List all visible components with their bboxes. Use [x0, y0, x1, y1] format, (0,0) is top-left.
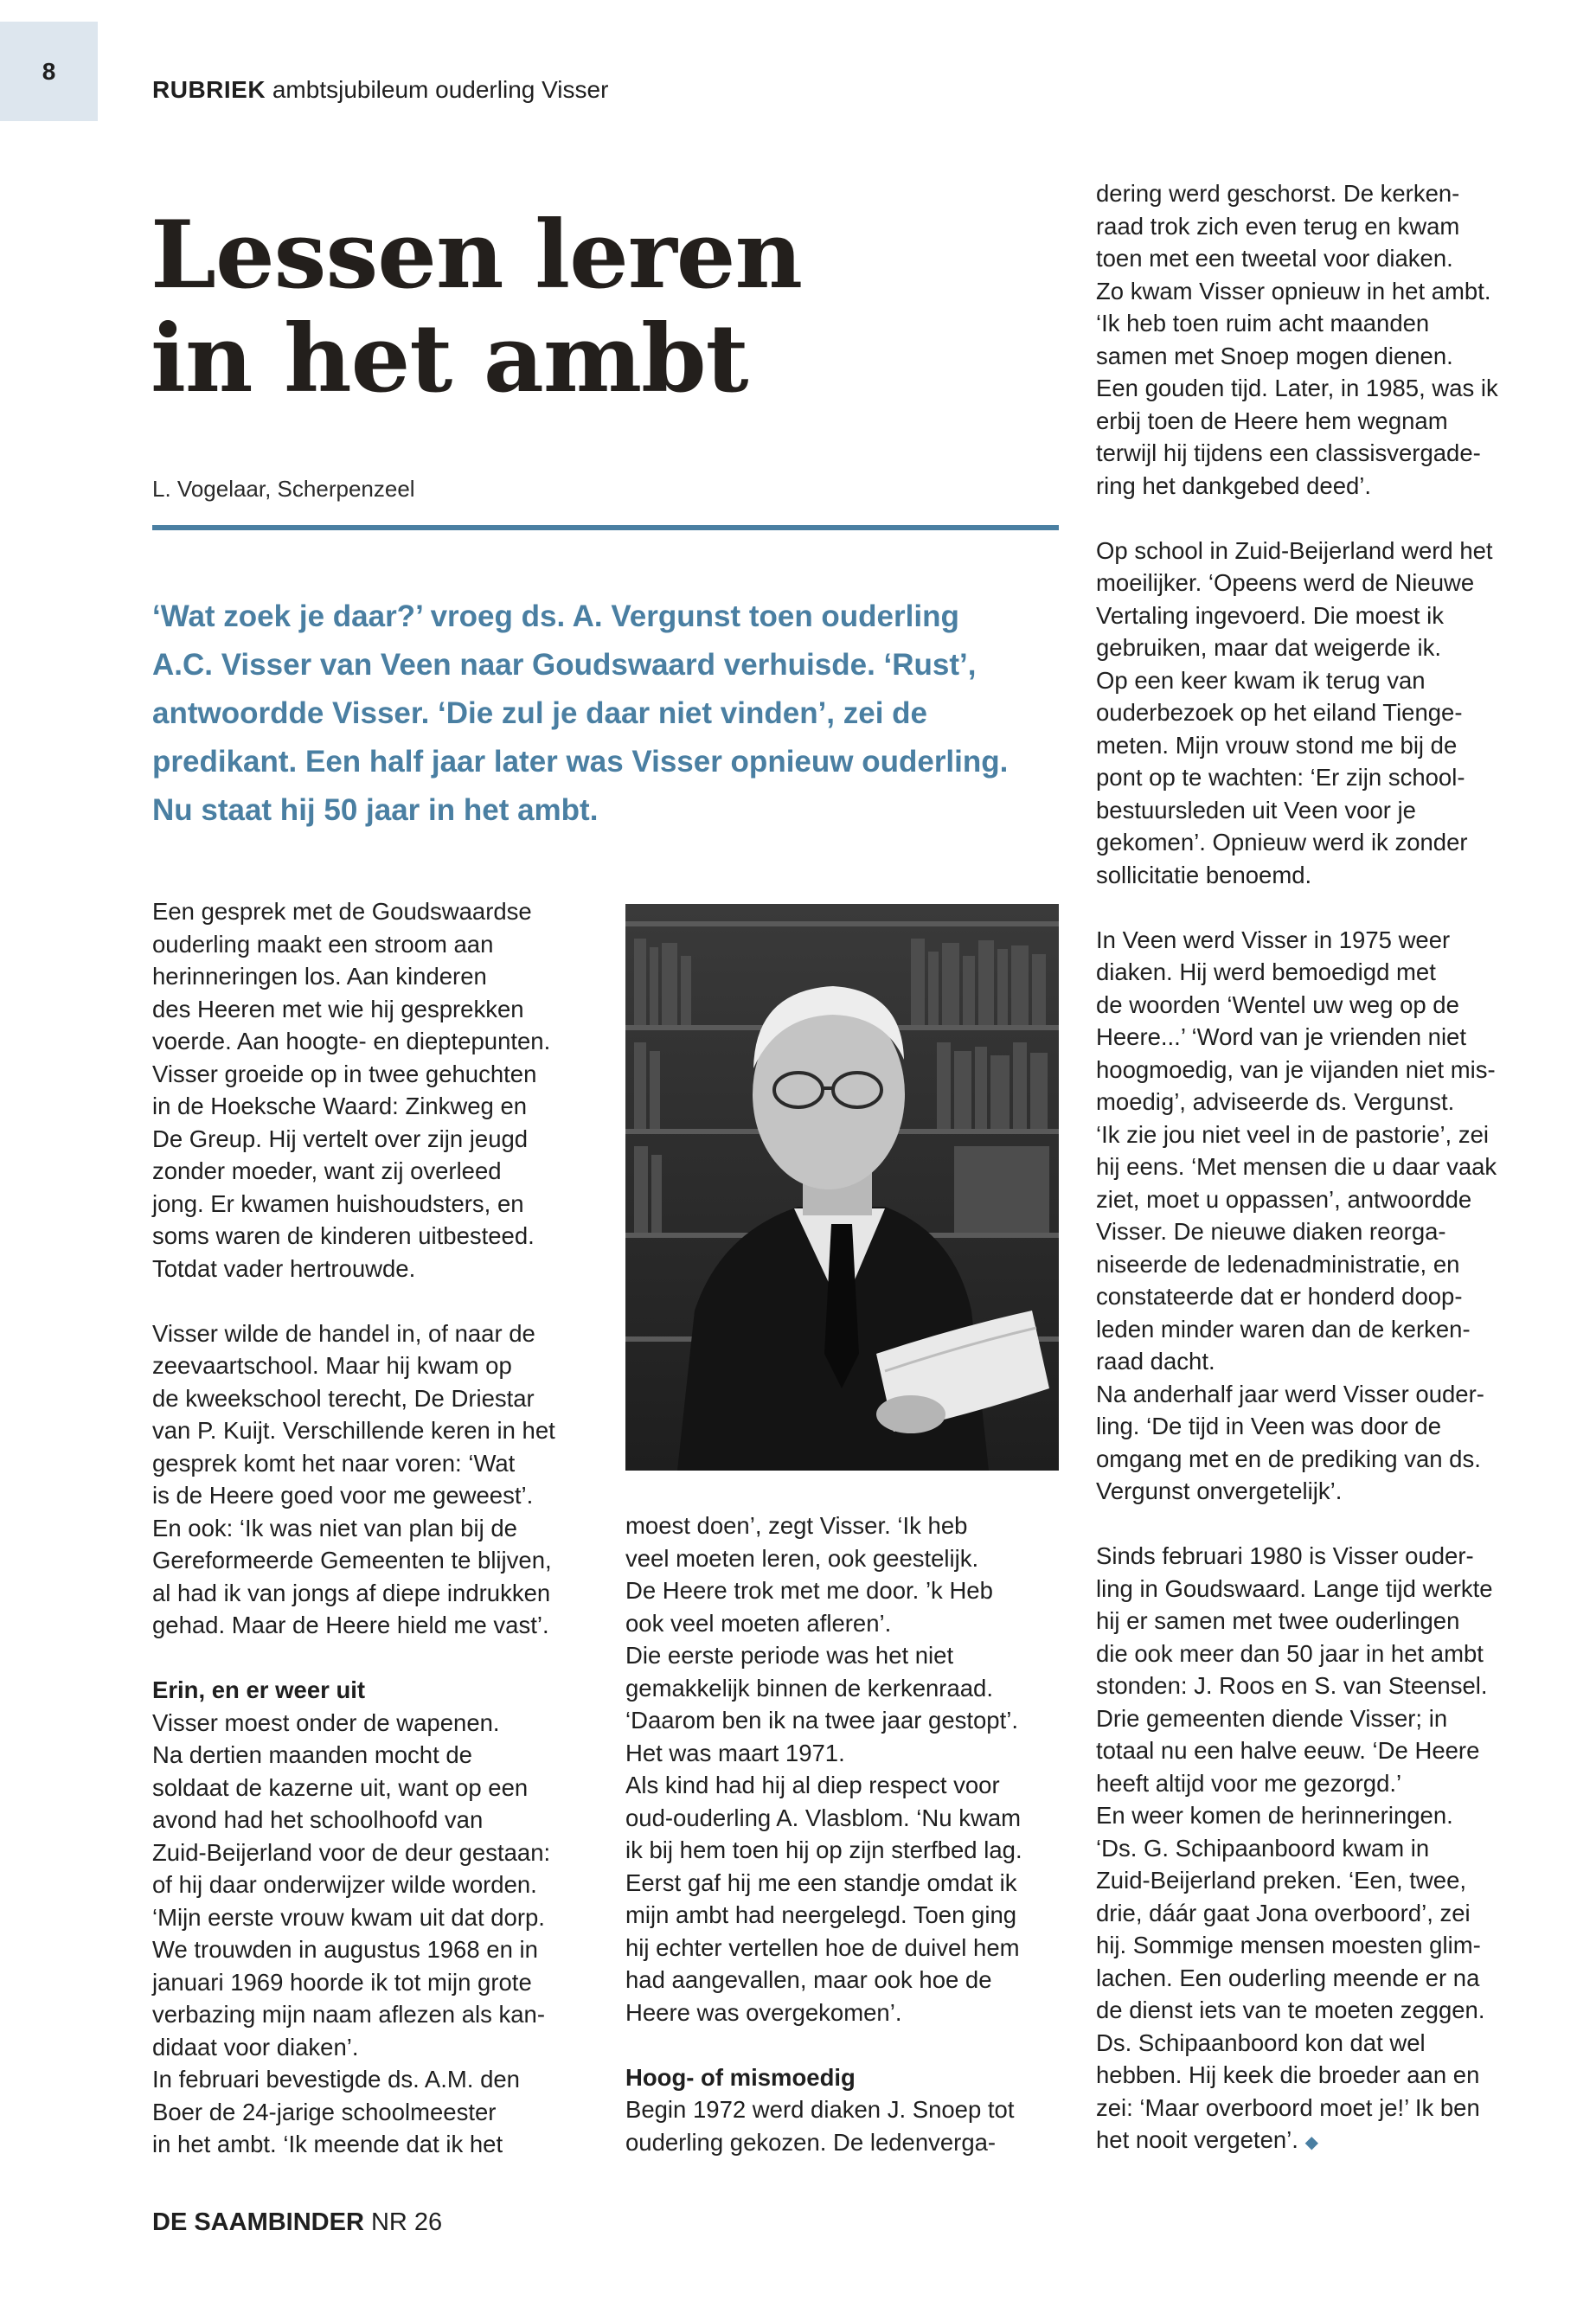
- text-line: moest doen’, zegt Visser. ‘Ik heb: [625, 1512, 968, 1539]
- text-line: bestuursleden uit Veen voor je: [1096, 796, 1416, 824]
- text-line: didaat voor diaken’.: [152, 2033, 359, 2061]
- text-line: hij eens. ‘Met mensen die u daar vaak: [1096, 1153, 1497, 1180]
- text-line: is de Heere goed voor me geweest’.: [152, 1482, 534, 1509]
- paragraph-gap: [1096, 1508, 1554, 1541]
- text-line: Eerst gaf hij me een standje omdat ik: [625, 1868, 1017, 1896]
- text-line: Vertaling ingevoerd. Die moest ik: [1096, 601, 1445, 629]
- text-line: hij er samen met twee ouderlingen: [1096, 1607, 1460, 1634]
- text-line: ‘Ik zie jou niet veel in de pastorie’, zei: [1096, 1120, 1489, 1148]
- text-line: of hij daar onderwijzer wilde worden.: [152, 1871, 537, 1898]
- text-line: heeft altijd voor me gezorgd.’: [1096, 1769, 1402, 1797]
- text-line: Totdat vader hertrouwde.: [152, 1254, 416, 1282]
- text-line: dering werd geschorst. De kerken-: [1096, 180, 1460, 207]
- text-line: het nooit vergeten’. ◆: [1096, 2126, 1318, 2153]
- text-line: die ook meer dan 50 jaar in het ambt: [1096, 1639, 1484, 1667]
- text-line: Een gouden tijd. Later, in 1985, was ik: [1096, 375, 1498, 401]
- text-line: Visser. De nieuwe diaken reorga-: [1096, 1218, 1446, 1245]
- text-line: hoogmoedig, van je vijanden niet mis-: [1096, 1055, 1496, 1083]
- page-number: 8: [42, 57, 56, 85]
- text-line: Heere...’ ‘Word van je vrienden niet: [1096, 1023, 1466, 1050]
- text-line: gekomen’. Opnieuw werd ik zonder: [1096, 829, 1468, 856]
- subheading: Erin, en er weer uit: [152, 1676, 366, 1703]
- text-line: In Veen werd Visser in 1975 weer: [1096, 926, 1451, 953]
- text-line: sollicitatie benoemd.: [1096, 861, 1312, 888]
- text-line: veel moeten leren, ook geestelijk.: [625, 1544, 979, 1572]
- paragraph-gap: [1096, 502, 1554, 535]
- text-line: omgang met en de prediking van ds.: [1096, 1445, 1481, 1472]
- text-line: ziet, moet u oppassen’, antwoordde: [1096, 1185, 1472, 1213]
- text-line: zeevaartschool. Maar hij kwam op: [152, 1352, 512, 1379]
- page-number-tab: [0, 22, 98, 121]
- title-line: in het ambt: [151, 304, 748, 413]
- text-line: zei: ‘Maar overboord moet je!’ Ik ben: [1096, 2093, 1480, 2121]
- text-line: ‘Ds. G. Schipaanboord kwam in: [1096, 1834, 1430, 1862]
- paragraph-gap: [152, 1285, 611, 1317]
- issue-number: NR 26: [370, 2208, 443, 2236]
- text-line: samen met Snoep mogen dienen.: [1096, 342, 1453, 369]
- text-line: Na dertien maanden mocht de: [152, 1741, 472, 1768]
- portrait-photo: [625, 904, 1059, 1471]
- text-line: hebben. Hij keek die broeder aan en: [1096, 2061, 1480, 2088]
- text-line: zonder moeder, want zij overleed: [152, 1157, 502, 1184]
- text-line: gehad. Maar de Heere hield me vast’.: [152, 1612, 549, 1638]
- text-line: moeilijker. ‘Opeens werd de Nieuwe: [1096, 569, 1475, 596]
- text-line: moedig’, adviseerde ds. Vergunst.: [1096, 1088, 1455, 1115]
- lead-line: antwoordde Visser. ‘Die zul je daar niet vinden’, zei de: [152, 696, 928, 730]
- text-line: gemakkelijk binnen de kerkenraad.: [625, 1674, 993, 1702]
- text-line: Gereformeerde Gemeenten te blijven,: [152, 1547, 552, 1574]
- text-line: oud-ouderling A. Vlasblom. ‘Nu kwam: [625, 1804, 1022, 1831]
- text-line: Boer de 24-jarige schoolmeester: [152, 2098, 497, 2125]
- text-line: ring het dankgebed deed’.: [1096, 471, 1372, 499]
- text-line: hij echter vertellen hoe de duivel hem: [625, 1933, 1020, 1961]
- text-line: De Greup. Hij vertelt over zijn jeugd: [152, 1125, 529, 1152]
- text-line: gesprek komt het naar voren: ‘Wat: [152, 1449, 516, 1477]
- text-line: drie, dáár gaat Jona overboord’, zei: [1096, 1899, 1471, 1926]
- text-line: diaken. Hij werd bemoedigd met: [1096, 958, 1436, 985]
- section-header: [152, 76, 608, 104]
- text-line: des Heeren met wie hij gesprekken: [152, 995, 524, 1022]
- text-line: soldaat de kazerne uit, want op een: [152, 1773, 529, 1801]
- text-line: pont op te wachten: ‘Er zijn school-: [1096, 764, 1465, 791]
- text-line: herinneringen los. Aan kinderen: [152, 963, 487, 990]
- text-line: ouderbezoek op het eiland Tienge-: [1096, 699, 1463, 726]
- text-line: Sinds februari 1980 is Visser ouder-: [1096, 1542, 1474, 1569]
- text-line: erbij toen de Heere hem wegnam: [1096, 407, 1448, 434]
- text-line: Het was maart 1971.: [625, 1739, 845, 1766]
- body-column-2: [625, 1509, 1084, 2158]
- subheading: Hoog- of mismoedig: [625, 2063, 856, 2091]
- text-line: We trouwden in augustus 1968 en in: [152, 1936, 538, 1963]
- text-line: niseerde de ledenadministratie, en: [1096, 1250, 1460, 1278]
- section-topic: ambtsjubileum ouderling Visser: [272, 76, 609, 103]
- lead-line: ‘Wat zoek je daar?’ vroeg ds. A. Vergunst toen ouderling: [152, 599, 959, 633]
- portrait-photo-illustration: [625, 904, 1059, 1471]
- text-line: Begin 1972 werd diaken J. Snoep tot: [625, 2096, 1015, 2123]
- text-line: Ds. Schipaanboord kon dat wel: [1096, 2029, 1426, 2056]
- text-line: Zo kwam Visser opnieuw in het ambt.: [1096, 277, 1491, 304]
- title-line: Lessen leren: [151, 201, 802, 310]
- text-line: Visser groeide op in twee gehuchten: [152, 1060, 537, 1087]
- text-line: ‘Mijn eerste vrouw kwam uit dat dorp.: [152, 1903, 545, 1931]
- text-line: de dienst iets van te moeten zeggen.: [1096, 1997, 1485, 2023]
- text-line: stonden: J. Roos en S. van Steensel.: [1096, 1672, 1488, 1699]
- text-line: jong. Er kwamen huishoudsters, en: [152, 1189, 524, 1217]
- divider-rule: [152, 525, 1059, 530]
- text-line: lachen. Een ouderling meende er na: [1096, 1964, 1480, 1991]
- text-line: Vergunst onvergetelijk’.: [1096, 1477, 1343, 1504]
- text-line: Heere was overgekomen’.: [625, 1998, 902, 2026]
- text-line: totaal nu een halve eeuw. ‘De Heere: [1096, 1737, 1480, 1764]
- text-line: toen met een tweetal voor diaken.: [1096, 245, 1453, 272]
- text-line: in de Hoeksche Waard: Zinkweg en: [152, 1093, 528, 1119]
- text-line: leden minder waren dan de kerken-: [1096, 1315, 1471, 1343]
- text-line: al had ik van jongs af diepe indrukken: [152, 1579, 551, 1606]
- text-line: De Heere trok met me door. ’k Heb: [625, 1577, 993, 1604]
- magazine-name: DE SAAMBINDER: [152, 2208, 364, 2236]
- body-column-3: [1096, 177, 1554, 2157]
- text-line: in het ambt. ‘Ik meende dat ik het: [152, 2131, 503, 2157]
- text-line: raad trok zich even terug en kwam: [1096, 212, 1460, 240]
- paragraph-gap: [1096, 891, 1554, 924]
- text-line: Zuid-Beijerland voor de deur gestaan:: [152, 1838, 551, 1866]
- end-of-article-icon: ◆: [1304, 2133, 1318, 2152]
- text-line: Visser wilde de handel in, of naar de: [152, 1319, 535, 1347]
- text-line: ook veel moeten afleren’.: [625, 1609, 892, 1637]
- text-line: Na anderhalf jaar werd Visser ouder-: [1096, 1380, 1484, 1407]
- text-line: En weer komen de herinneringen.: [1096, 1802, 1453, 1829]
- text-line: mijn ambt had neergelegd. Toen ging: [625, 1901, 1017, 1928]
- text-line: ‘Daarom ben ik na twee jaar gestopt’.: [625, 1707, 1018, 1734]
- text-line: In februari bevestigde ds. A.M. den: [152, 2066, 520, 2093]
- body-column-1: [152, 895, 611, 2161]
- lead-line: predikant. Een half jaar later was Visser opnieuw ouderling.: [152, 745, 1009, 779]
- lead-line: A.C. Visser van Veen naar Goudswaard verhuisde. ‘Rust’,: [152, 648, 977, 682]
- text-line: ‘Ik heb toen ruim acht maanden: [1096, 310, 1430, 336]
- text-line: avond had het schoolhoofd van: [152, 1806, 484, 1833]
- author-byline: L. Vogelaar, Scherpenzeel: [152, 476, 415, 502]
- text-line: terwijl hij tijdens een classisvergade-: [1096, 439, 1481, 466]
- text-line: ling. ‘De tijd in Veen was door de: [1096, 1413, 1441, 1439]
- text-line: voerde. Aan hoogte- en dieptepunten.: [152, 1028, 551, 1054]
- text-line: ouderling gekozen. De ledenverga-: [625, 2128, 997, 2156]
- text-line: En ook: ‘Ik was niet van plan bij de: [152, 1514, 517, 1541]
- text-line: hij. Sommige mensen moesten glim-: [1096, 1932, 1481, 1958]
- text-line: Een gesprek met de Goudswaardse: [152, 898, 532, 925]
- text-line: Zuid-Beijerland preken. ‘Een, twee,: [1096, 1867, 1467, 1894]
- text-line: soms waren de kinderen uitbesteed.: [152, 1222, 535, 1249]
- text-line: van P. Kuijt. Verschillende keren in het: [152, 1417, 555, 1444]
- text-line: ouderling maakt een stroom aan: [152, 930, 494, 958]
- text-line: Op een keer kwam ik terug van: [1096, 666, 1426, 694]
- text-line: de woorden ‘Wentel uw weg op de: [1096, 990, 1459, 1018]
- paragraph-gap: [625, 2029, 1084, 2061]
- text-line: raad dacht.: [1096, 1348, 1215, 1375]
- text-line: de kweekschool terecht, De Driestar: [152, 1384, 535, 1412]
- text-line: constateerde dat er honderd doop-: [1096, 1283, 1463, 1310]
- text-line: Visser moest onder de wapenen.: [152, 1708, 500, 1736]
- section-label: RUBRIEK: [152, 76, 266, 103]
- lead-paragraph: [152, 593, 1061, 835]
- text-line: verbazing mijn naam aflezen als kan-: [152, 2001, 545, 2028]
- text-line: Drie gemeenten diende Visser; in: [1096, 1704, 1448, 1732]
- text-line: ling in Goudswaard. Lange tijd werkte: [1096, 1574, 1493, 1602]
- text-line: meten. Mijn vrouw stond me bij de: [1096, 731, 1458, 759]
- lead-line: Nu staat hij 50 jaar in het ambt.: [152, 793, 599, 827]
- text-line: Als kind had hij al diep respect voor: [625, 1772, 1000, 1798]
- text-line: januari 1969 hoorde ik tot mijn grote: [152, 1968, 532, 1996]
- text-line: had aangevallen, maar ook hoe de: [625, 1966, 992, 1993]
- text-line: ik bij hem toen hij op zijn sterfbed lag.: [625, 1836, 1022, 1863]
- text-line: Die eerste periode was het niet: [625, 1642, 954, 1669]
- article-title: [151, 203, 1059, 411]
- footer: [152, 2208, 442, 2237]
- text-line: Op school in Zuid-Beijerland werd het: [1096, 536, 1493, 564]
- text-line: gebruiken, maar dat weigerde ik.: [1096, 634, 1441, 661]
- paragraph-gap: [152, 1642, 611, 1675]
